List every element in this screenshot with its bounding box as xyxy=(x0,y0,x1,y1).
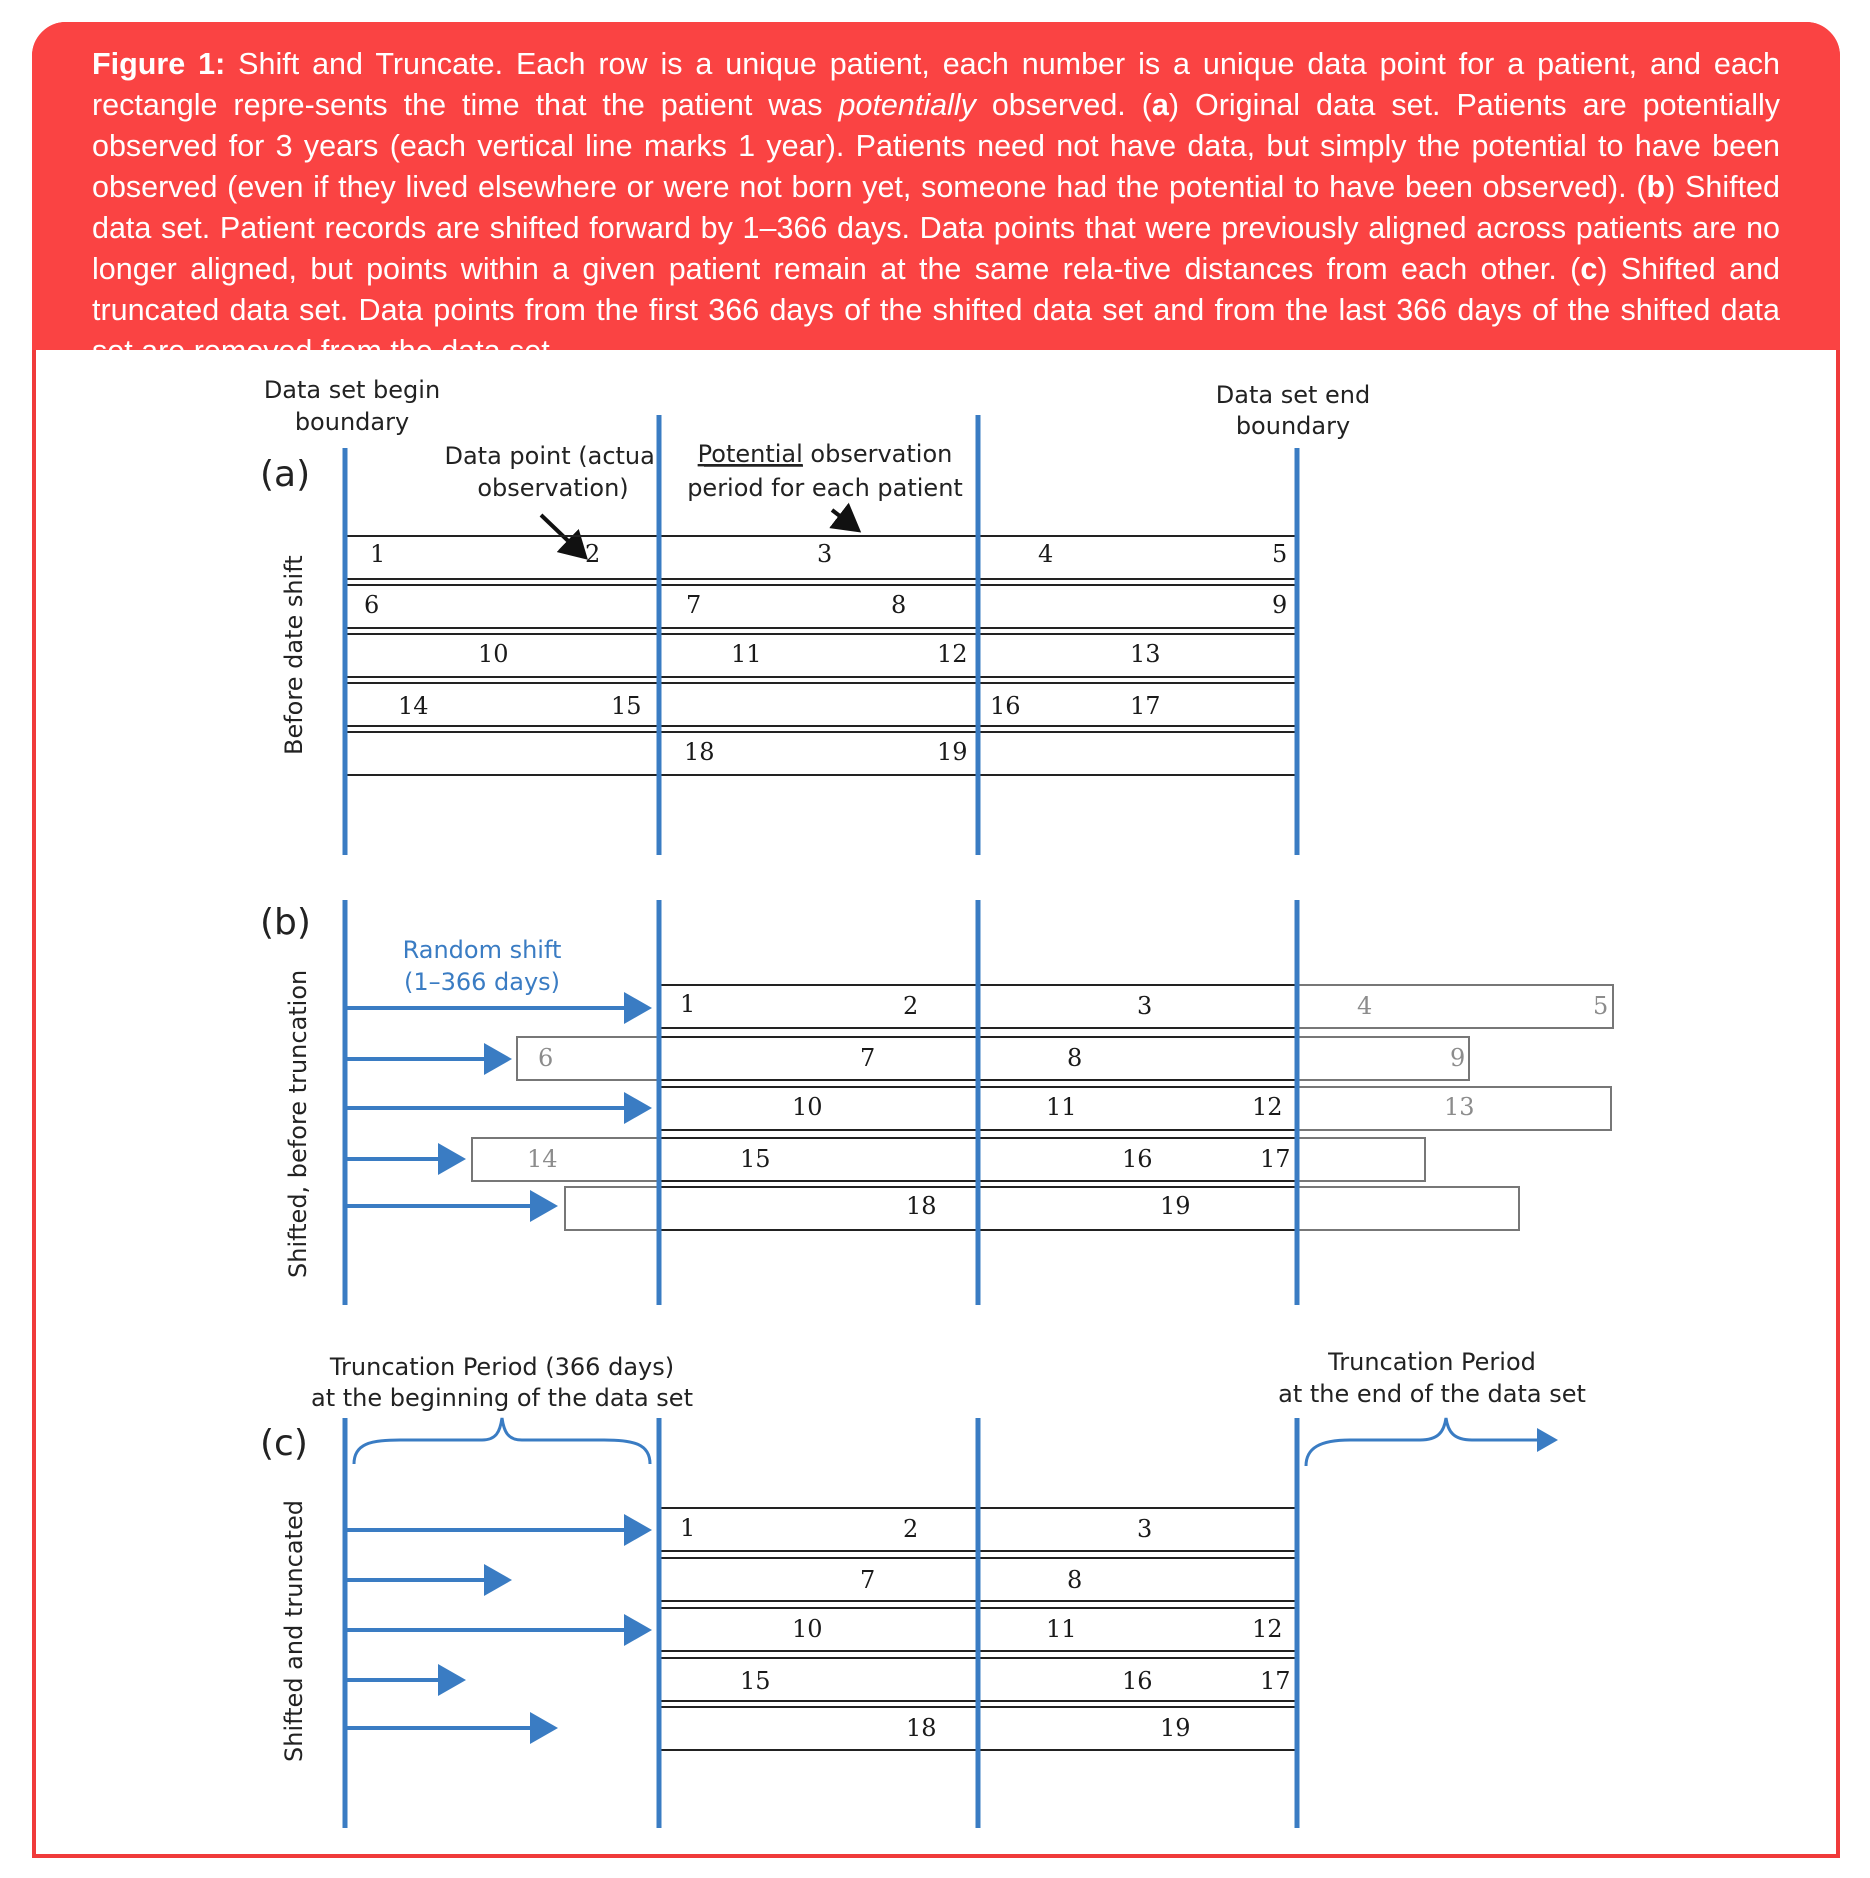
data-point: 6 xyxy=(364,591,380,619)
data-point: 15 xyxy=(740,1667,771,1695)
data-point-truncated: 4 xyxy=(1357,992,1373,1020)
panel-b-numbers xyxy=(527,990,1608,1220)
data-point: 17 xyxy=(1260,1145,1291,1173)
trunc-begin-label-2: at the beginning of the data set xyxy=(311,1384,693,1412)
data-point: 8 xyxy=(1067,1566,1083,1594)
potential-period-label-2: period for each patient xyxy=(687,474,963,502)
data-point: 18 xyxy=(684,738,715,766)
data-point: 16 xyxy=(1122,1667,1153,1695)
data-point: 1 xyxy=(680,1514,696,1542)
data-point-truncated: 9 xyxy=(1450,1044,1466,1072)
caption-ref-b: b xyxy=(1646,170,1666,204)
trunc-begin-label-1: Truncation Period (366 days) xyxy=(329,1353,675,1381)
caption-emphasis: potentially xyxy=(838,88,976,122)
data-point: 15 xyxy=(740,1145,771,1173)
patient-row-truncated xyxy=(1297,985,1613,1028)
patient-row xyxy=(345,585,1297,628)
potential-word: Potential xyxy=(697,440,803,468)
data-point: 7 xyxy=(860,1566,876,1594)
begin-boundary-label-2: boundary xyxy=(294,408,410,436)
caption-ref-a: a xyxy=(1151,88,1169,122)
data-point-truncated: 5 xyxy=(1593,992,1609,1020)
begin-boundary-label-1: Data set begin xyxy=(263,376,441,404)
truncation-end-brace xyxy=(1306,1418,1555,1466)
panel-c xyxy=(260,1348,1586,1828)
data-point: 12 xyxy=(1252,1093,1283,1121)
panel-b xyxy=(260,900,1613,1305)
caption-part-1b: observed. ( xyxy=(991,88,1152,122)
patient-row xyxy=(345,732,1297,775)
caption-part-3: ) Shifted data set. Patient records are shifted forward by 1–366 days. Data points that were previously aligned across patients are no longer aligned, but points within a given patient remain at the same rela-tive distances from each other. ( xyxy=(92,170,1780,286)
data-point: 8 xyxy=(891,591,907,619)
caption-ref-c: c xyxy=(1580,252,1598,286)
data-point: 7 xyxy=(860,1044,876,1072)
data-point: 18 xyxy=(906,1714,937,1742)
data-point: 11 xyxy=(1046,1093,1077,1121)
data-point: 8 xyxy=(1067,1044,1083,1072)
figure-label: Figure 1: xyxy=(92,47,226,81)
panel-a xyxy=(260,376,1370,855)
data-point: 2 xyxy=(585,540,601,568)
data-point: 11 xyxy=(1046,1615,1077,1643)
data-point: 18 xyxy=(906,1192,937,1220)
data-point: 10 xyxy=(478,640,509,668)
data-point: 10 xyxy=(792,1093,823,1121)
random-shift-label-1: Random shift xyxy=(402,936,562,964)
patient-row-truncated xyxy=(1297,1187,1519,1230)
data-point: 4 xyxy=(1038,540,1054,568)
trunc-end-label-1: Truncation Period xyxy=(1328,1348,1536,1376)
patient-row-truncated xyxy=(1297,1138,1425,1181)
data-point-truncated: 6 xyxy=(538,1044,554,1072)
data-point: 2 xyxy=(903,992,919,1020)
trunc-end-label-2: at the end of the data set xyxy=(1278,1380,1586,1408)
random-shift-label-2: (1–366 days) xyxy=(403,968,561,996)
data-point: 3 xyxy=(1137,992,1153,1020)
data-point: 12 xyxy=(937,640,968,668)
truncation-begin-brace xyxy=(354,1418,650,1464)
data-point: 19 xyxy=(937,738,968,766)
data-point: 13 xyxy=(1130,640,1161,668)
data-point: 12 xyxy=(1252,1615,1283,1643)
panel-a-side-label: Before date shift xyxy=(280,555,308,755)
data-point: 17 xyxy=(1130,692,1161,720)
caption-part-4: ) Shifted and truncated data set. Data points from the first 366 days of the shifted data set and from the last 366 days of the shifted data set are removed from the data set. xyxy=(92,252,1780,368)
data-point: 16 xyxy=(1122,1145,1153,1173)
panel-c-letter: (c) xyxy=(260,1423,308,1464)
data-point: 5 xyxy=(1272,540,1288,568)
data-point-truncated: 13 xyxy=(1444,1093,1475,1121)
potential-rest: observation xyxy=(802,440,953,468)
data-point: 10 xyxy=(792,1615,823,1643)
data-point: 19 xyxy=(1160,1192,1191,1220)
end-boundary-label-2: boundary xyxy=(1235,412,1351,440)
caption-part-2: ) Original data set. Patients are potentially observed for 3 years (each vertical line marks 1 year). Patients need not have data, but simply the potential to have been observed (even if they lived elsewhere or were not born yet, someone had the potential to have been observed). ( xyxy=(92,88,1781,204)
panel-c-shift-arrows xyxy=(345,1530,648,1728)
data-point-label-1: Data point (actual xyxy=(444,442,662,470)
data-point: 3 xyxy=(817,540,833,568)
patient-row-truncated xyxy=(565,1187,659,1230)
data-point: 1 xyxy=(680,990,696,1018)
potential-period-label-1 xyxy=(698,440,953,468)
data-point: 16 xyxy=(990,692,1021,720)
data-point: 9 xyxy=(1272,591,1288,619)
end-boundary-label-1: Data set end xyxy=(1215,381,1371,409)
data-point-truncated: 14 xyxy=(527,1145,558,1173)
potential-pointer xyxy=(832,510,858,530)
caption-part-1: Shift and Truncate. Each row is a unique patient, each number is a unique data point for a patient, and each rectangle repre-sents the time that the patient was xyxy=(92,47,1780,122)
data-point: 15 xyxy=(611,692,642,720)
data-point-label-2: observation) xyxy=(477,474,629,502)
patient-row-truncated xyxy=(472,1138,659,1181)
data-point: 2 xyxy=(903,1515,919,1543)
data-point: 11 xyxy=(731,640,762,668)
data-point: 17 xyxy=(1260,1667,1291,1695)
data-point: 7 xyxy=(686,591,702,619)
data-point: 19 xyxy=(1160,1714,1191,1742)
data-point: 1 xyxy=(370,540,386,568)
panel-b-side-label: Shifted, before truncation xyxy=(284,969,312,1278)
panel-c-side-label: Shifted and truncated xyxy=(280,1500,308,1762)
panel-b-letter: (b) xyxy=(260,902,311,943)
panel-a-letter: (a) xyxy=(260,454,311,495)
data-point: 14 xyxy=(398,692,429,720)
data-point: 3 xyxy=(1137,1515,1153,1543)
patient-row-truncated xyxy=(1297,1037,1469,1080)
